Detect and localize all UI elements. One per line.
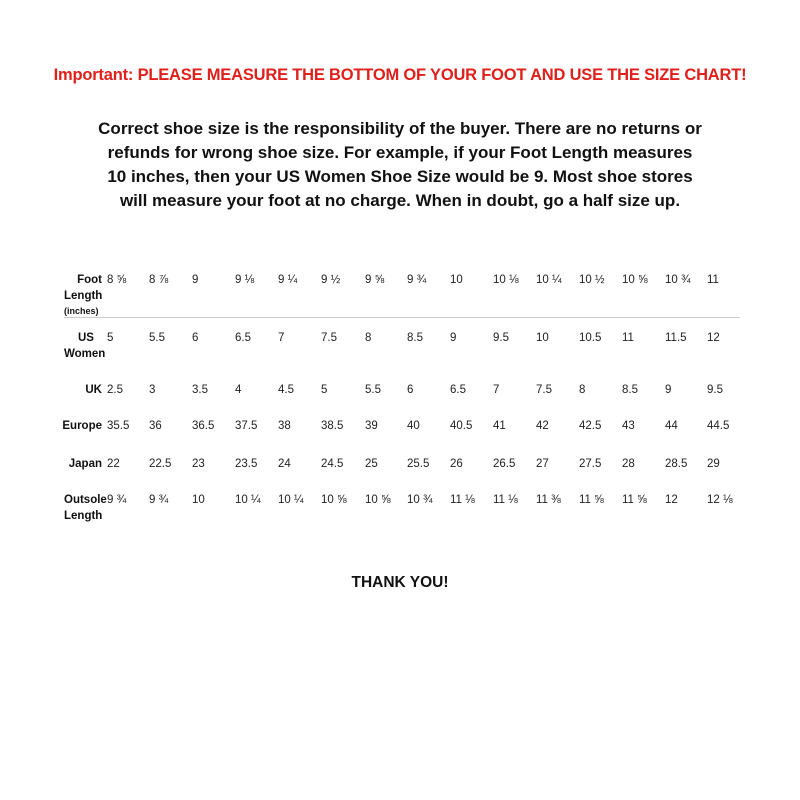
size-cell: 11 ⅜ xyxy=(536,494,561,506)
size-cell: 10 ⅝ xyxy=(365,494,391,506)
size-cell: 12 xyxy=(707,332,720,344)
size-cell: 11 ⅛ xyxy=(493,494,518,506)
size-cell: 10 ⅝ xyxy=(321,494,347,506)
row-label xyxy=(40,272,102,318)
size-cell: 9.5 xyxy=(493,332,509,344)
size-cell: 5 xyxy=(107,332,114,344)
disclaimer-line: will measure your foot at no charge. When in doubt, go a half size up. xyxy=(119,191,681,210)
size-cell: 25.5 xyxy=(407,458,430,470)
row-label-line: US xyxy=(78,332,94,344)
row-label-line: Outsole xyxy=(64,494,107,506)
size-cell: 10 ¼ xyxy=(235,494,261,506)
size-cell: 44 xyxy=(665,420,678,432)
size-cell: 41 xyxy=(493,420,506,432)
disclaimer-line: Correct shoe size is the responsibility of the buyer. There are no returns or xyxy=(98,119,702,138)
size-cell: 9 ½ xyxy=(321,274,341,286)
size-cell: 10 xyxy=(450,274,463,286)
size-cell: 9.5 xyxy=(707,384,723,396)
size-cell: 44.5 xyxy=(707,420,730,432)
size-cell: 23 xyxy=(192,458,205,470)
size-cell: 10 ¼ xyxy=(536,274,562,286)
size-cell: 8.5 xyxy=(407,332,423,344)
size-cell: 43 xyxy=(622,420,635,432)
size-cell: 27.5 xyxy=(579,458,602,470)
size-cell: 10 xyxy=(192,494,205,506)
size-cell: 2.5 xyxy=(107,384,123,396)
size-cell: 38.5 xyxy=(321,420,344,432)
size-cell: 42 xyxy=(536,420,549,432)
size-cell: 4.5 xyxy=(278,384,294,396)
size-cell: 23.5 xyxy=(235,458,258,470)
size-cell: 11 xyxy=(707,274,719,286)
size-cell: 12 ⅛ xyxy=(707,494,733,506)
size-cell: 26.5 xyxy=(493,458,516,470)
row-label xyxy=(40,418,102,434)
size-cell: 10 ¾ xyxy=(665,274,691,286)
size-cell: 9 ¼ xyxy=(278,274,298,286)
size-cell: 7.5 xyxy=(321,332,337,344)
size-cell: 6.5 xyxy=(450,384,466,396)
size-cell: 9 ⅝ xyxy=(365,274,385,286)
size-cell: 35.5 xyxy=(107,420,130,432)
size-cell: 11 ⅛ xyxy=(450,494,475,506)
size-cell: 22 xyxy=(107,458,120,470)
size-cell: 3 xyxy=(149,384,156,396)
size-cell: 11 xyxy=(622,332,634,344)
size-cell: 10 xyxy=(536,332,549,344)
size-cell: 9 ¾ xyxy=(107,494,127,506)
size-cell: 8.5 xyxy=(622,384,638,396)
row-label-line: UK xyxy=(85,384,102,396)
size-cell: 42.5 xyxy=(579,420,602,432)
size-cell: 25 xyxy=(365,458,378,470)
size-cell: 6 xyxy=(192,332,199,344)
notice-text: PLEASE MEASURE THE BOTTOM OF YOUR FOOT AND USE THE SIZE CHART! xyxy=(137,66,747,84)
important-notice xyxy=(0,66,800,85)
row-label xyxy=(40,456,102,472)
row-label-line: Foot xyxy=(77,274,102,286)
size-chart-table xyxy=(0,268,800,538)
size-cell: 9 ⅛ xyxy=(235,274,255,286)
row-label xyxy=(40,382,102,398)
size-cell: 4 xyxy=(235,384,242,396)
row-label-line: Length xyxy=(64,510,103,522)
size-cell: 8 xyxy=(365,332,372,344)
size-cell: 38 xyxy=(278,420,291,432)
size-cell: 11 ⅝ xyxy=(579,494,604,506)
size-cell: 36.5 xyxy=(192,420,215,432)
row-label-line: Women xyxy=(64,348,106,360)
size-cell: 12 xyxy=(665,494,678,506)
buyer-disclaimer xyxy=(60,117,740,213)
notice-lead: Important: xyxy=(53,66,134,84)
size-cell: 37.5 xyxy=(235,420,258,432)
size-cell: 10 ¾ xyxy=(407,494,433,506)
size-cell: 9 ¾ xyxy=(149,494,169,506)
size-cell: 40.5 xyxy=(450,420,473,432)
size-cell: 10.5 xyxy=(579,332,602,344)
size-cell: 9 xyxy=(192,274,199,286)
size-cell: 7 xyxy=(278,332,285,344)
size-cell: 28 xyxy=(622,458,635,470)
size-cell: 29 xyxy=(707,458,720,470)
size-cell: 9 xyxy=(450,332,457,344)
size-cell: 36 xyxy=(149,420,162,432)
row-label xyxy=(64,330,126,362)
size-cell: 10 ¼ xyxy=(278,494,304,506)
row-label-line: Length xyxy=(64,290,103,302)
size-cell: 6 xyxy=(407,384,414,396)
size-cell: 10 ⅝ xyxy=(622,274,648,286)
size-cell: 22.5 xyxy=(149,458,172,470)
row-label-line: Europe xyxy=(62,420,102,432)
size-cell: 8 ⅝ xyxy=(107,274,127,286)
size-cell: 5 xyxy=(321,384,328,396)
size-cell: 10 ½ xyxy=(579,274,605,286)
size-cell: 7 xyxy=(493,384,500,396)
size-cell: 9 ¾ xyxy=(407,274,427,286)
row-label-unit: (inches) xyxy=(64,306,99,316)
disclaimer-line: 10 inches, then your US Women Shoe Size would be 9. Most shoe stores xyxy=(107,167,693,186)
size-cell: 5.5 xyxy=(149,332,165,344)
size-cell: 40 xyxy=(407,420,420,432)
size-cell: 6.5 xyxy=(235,332,251,344)
size-cell: 5.5 xyxy=(365,384,381,396)
size-cell: 8 xyxy=(579,384,586,396)
size-cell: 27 xyxy=(536,458,549,470)
size-cell: 28.5 xyxy=(665,458,688,470)
thank-you-message: THANK YOU! xyxy=(351,574,449,591)
disclaimer-line: refunds for wrong shoe size. For example, if your Foot Length measures xyxy=(107,143,693,162)
size-cell: 11 ⅝ xyxy=(622,494,647,506)
size-cell: 26 xyxy=(450,458,463,470)
size-cell: 7.5 xyxy=(536,384,552,396)
size-cell: 8 ⅞ xyxy=(149,274,169,286)
size-cell: 24.5 xyxy=(321,458,344,470)
size-cell: 3.5 xyxy=(192,384,208,396)
row-label-line: Japan xyxy=(68,458,102,470)
size-cell: 24 xyxy=(278,458,291,470)
size-cell: 39 xyxy=(365,420,378,432)
size-cell: 9 xyxy=(665,384,672,396)
size-cell: 10 ⅛ xyxy=(493,274,519,286)
size-cell: 11.5 xyxy=(665,332,687,344)
